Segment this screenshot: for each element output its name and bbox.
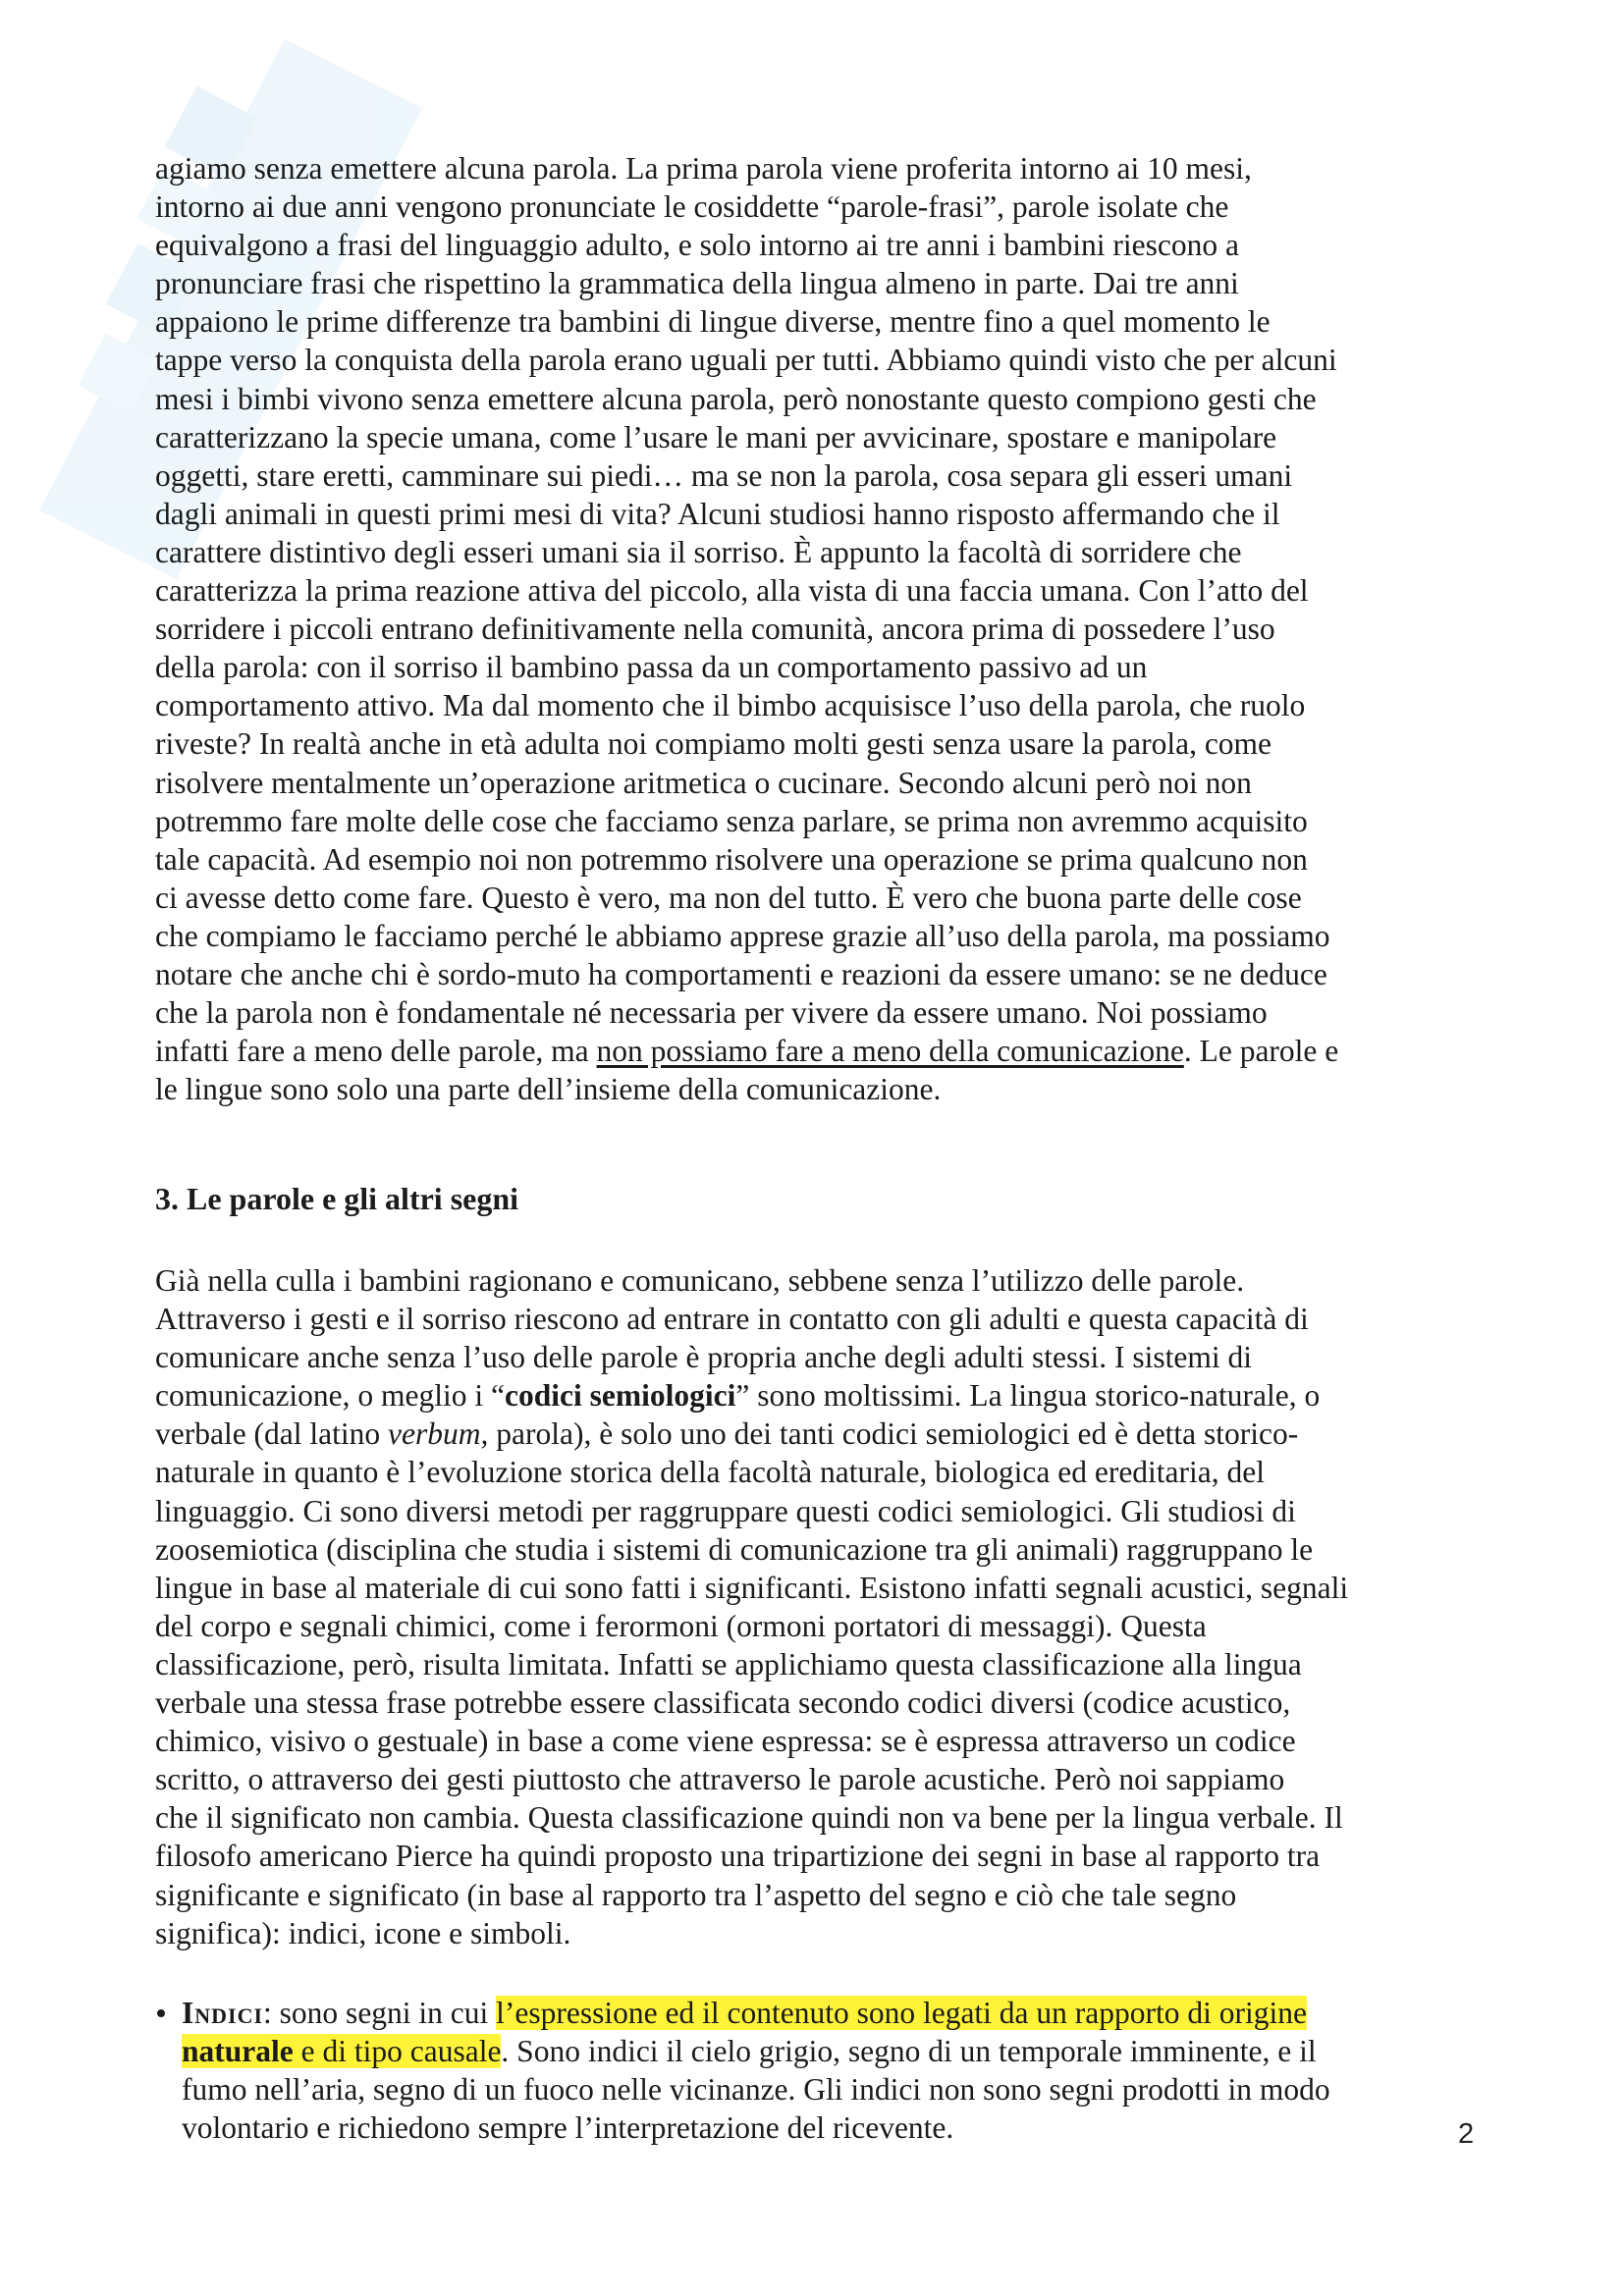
text-run: infatti fare a meno delle parole, ma: [155, 1034, 597, 1069]
text-line: della parola: con il sorriso il bambino passa da un comportamento passivo ad un: [155, 650, 1148, 685]
text-line: linguaggio. Ci sono diversi metodi per raggruppare questi codici semiologici. Gli studiosi di: [155, 1493, 1296, 1528]
text-line: volontario e richiedono sempre l’interpretazione del ricevente.: [182, 2110, 954, 2146]
text-line: appaiono le prime differenze tra bambini di lingue diverse, mentre fino a quel momento le: [155, 304, 1271, 340]
text-line: tale capacità. Ad esempio noi non potremmo risolvere una operazione se prima qualcuno non: [155, 841, 1308, 877]
text-line: che la parola non è fondamentale né necessaria per vivere da essere umano. Noi possiamo: [155, 995, 1268, 1031]
text-line: comportamento attivo. Ma dal momento che il bimbo acquisisce l’uso della parola, che ruolo: [155, 688, 1306, 723]
text-line: intorno ai due anni vengono pronunciate le cosiddette “parole-frasi”, parole isolate che: [155, 189, 1229, 225]
text-line: potremmo fare molte delle cose che facciamo senza parlare, se prima non avremmo acquisito: [155, 803, 1308, 838]
text-line: comunicare anche senza l’uso delle parole è propria anche degli adulti stessi. I sistemi di: [155, 1340, 1252, 1375]
page-number: 2: [1458, 2118, 1475, 2150]
text-run: : sono segni in cui: [263, 1996, 497, 2030]
text-line: agiamo senza emettere alcuna parola. La prima parola viene proferita intorno ai 10 mesi,: [155, 151, 1252, 186]
text-run: . Sono indici il cielo grigio, segno di un temporale imminente, e il: [501, 2034, 1317, 2069]
text-line-with-highlight: [182, 2032, 1330, 2070]
text-line: Già nella culla i bambini ragionano e comunicano, sebbene senza l’utilizzo delle parole.: [155, 1263, 1245, 1298]
text-line: risolvere mentalmente un’operazione aritmetica o cucinare. Secondo alcuni però noi non: [155, 765, 1252, 800]
bullet-item-indici: [155, 1994, 1330, 2147]
text-line: notare che anche chi è sordo-muto ha comportamenti e reazioni da essere umano: se ne deduce: [155, 956, 1327, 991]
text-line: classificazione, però, risulta limitata. Infatti se applichiamo questa classificazione alla lingua: [155, 1646, 1302, 1682]
bullet-dot-icon: [157, 2009, 165, 2017]
text-line: oggetti, stare eretti, camminare sui piedi… ma se non la parola, cosa separa gli esseri umani: [155, 457, 1293, 493]
text-line: mesi i bimbi vivono senza emettere alcuna parola, però nonostante questo compiono gesti che: [155, 381, 1317, 416]
highlighted-bold-term: naturale: [182, 2034, 294, 2069]
text-run: ” sono moltissimi. La lingua storico-naturale, o: [735, 1378, 1321, 1414]
text-line: riveste? In realtà anche in età adulta noi compiamo molti gesti senza usare la parola, come: [155, 726, 1272, 762]
bullet-body: [155, 1994, 1330, 2147]
text-line: che compiamo le facciamo perché le abbiamo apprese grazie all’uso della parola, ma possiamo: [155, 918, 1330, 953]
text-line: zoosemiotica (disciplina che studia i sistemi di comunicazione tra gli animali) raggruppano le: [155, 1531, 1314, 1567]
text-line: le lingue sono solo una parte dell’insieme della comunicazione.: [155, 1072, 942, 1107]
text-line: fumo nell’aria, segno di un fuoco nelle vicinanze. Gli indici non sono segni prodotti in modo: [182, 2072, 1330, 2108]
bullet-term: Indici: [182, 1996, 264, 2030]
text-line: significa): indici, icone e simboli.: [155, 1915, 571, 1950]
text-line-with-underline: [155, 1032, 1338, 1070]
text-line: significante e significato (in base al rapporto tra l’aspetto del segno e ciò che tale segno: [155, 1877, 1237, 1912]
text-line: caratterizzano la specie umana, come l’usare le mani per avvicinare, spostare e manipolare: [155, 419, 1277, 454]
text-line: chimico, visivo o gestuale) in base a come viene espressa: se è espressa attraverso un codice: [155, 1724, 1296, 1759]
text-line: caratterizza la prima reazione attiva del piccolo, alla vista di una faccia umana. Con l’atto del: [155, 573, 1309, 609]
text-line: equivalgono a frasi del linguaggio adulto, e solo intorno ai tre anni i bambini riescono a: [155, 228, 1239, 263]
section-heading: 3. Le parole e gli altri segni: [155, 1181, 519, 1216]
text-run: verbale (dal latino: [155, 1416, 389, 1452]
text-run: . Le parole e: [1183, 1034, 1339, 1069]
text-line: naturale in quanto è l’evoluzione storica della facoltà naturale, biologica ed ereditaria, del: [155, 1455, 1265, 1490]
text-line: del corpo e segnali chimici, come i ferormoni (ormoni portatori di messaggi). Questa: [155, 1608, 1207, 1643]
text-run: parola), è solo uno dei tanti codici semiologici ed è detta storico-: [488, 1416, 1299, 1452]
text-line: carattere distintivo degli esseri umani sia il sorriso. È appunto la facoltà di sorridere che: [155, 534, 1242, 569]
text-line: pronunciare frasi che rispettino la grammatica della lingua almeno in parte. Dai tre anni: [155, 266, 1239, 301]
text-line: sorridere i piccoli entrano definitivamente nella comunità, ancora prima di possedere l’uso: [155, 612, 1275, 647]
text-line: Attraverso i gesti e il sorriso riescono ad entrare in contatto con gli adulti e questa capacità di: [155, 1302, 1309, 1337]
underlined-phrase: non possiamo fare a meno della comunicazione: [596, 1034, 1184, 1069]
text-line: lingue in base al materiale di cui sono fatti i significanti. Esistono infatti segnali acustici, segnali: [155, 1570, 1349, 1605]
text-line: filosofo americano Pierce ha quindi proposto una tripartizione dei segni in base al rapporto tra: [155, 1839, 1321, 1874]
highlighted-phrase: e di tipo causale: [293, 2034, 502, 2069]
highlighted-phrase: l’espressione ed il contenuto sono legati da un rapporto di origine: [496, 1996, 1307, 2030]
text-run: comunicazione, o meglio i “: [155, 1378, 506, 1414]
text-line: che il significato non cambia. Questa classificazione quindi non va bene per la lingua verbale. Il: [155, 1800, 1343, 1836]
bold-term: codici semiologici: [505, 1378, 736, 1414]
section-3-paragraph: [155, 1261, 1348, 1952]
text-line-with-highlight: [182, 1994, 1330, 2032]
text-line-with-bold: [155, 1376, 1348, 1415]
text-line: verbale una stessa frase potrebbe essere classificata secondo codici diversi (codice acustico,: [155, 1685, 1291, 1721]
text-line: tappe verso la conquista della parola erano uguali per tutti. Abbiamo quindi visto che per alcuni: [155, 343, 1337, 378]
text-line-with-italic: [155, 1415, 1348, 1453]
text-line: scritto, o attraverso dei gesti piuttosto che attraverso le parole acustiche. Però noi sappiamo: [155, 1762, 1285, 1797]
text-line: dagli animali in questi primi mesi di vita? Alcuni studiosi hanno risposto affermando che il: [155, 496, 1280, 531]
intro-paragraph: [155, 149, 1338, 1108]
italic-term: verbum,: [388, 1416, 489, 1452]
text-line: ci avesse detto come fare. Questo è vero, ma non del tutto. È vero che buona parte delle cose: [155, 880, 1302, 915]
